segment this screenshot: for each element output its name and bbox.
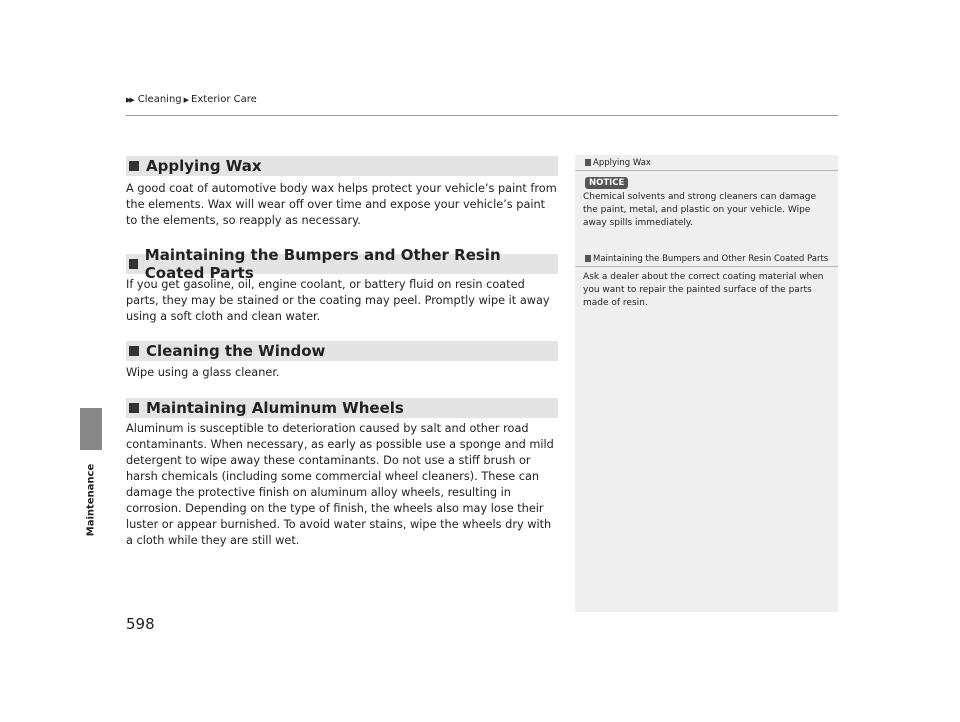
reference-marker-icon [585,255,591,262]
breadcrumb-item-cleaning[interactable]: Cleaning [137,94,182,105]
note-divider [575,170,838,171]
section-body-applying-wax: A good coat of automotive body wax helps protect your vehicle’s paint from the elements. Wax will wear off over time and expose your vehicle’s paint to the elements, so reapply as necessary. [126,182,557,227]
note-title-bumpers [575,254,838,264]
notice-badge: NOTICE [585,177,628,189]
breadcrumb [126,94,257,105]
breadcrumb-item-exterior-care[interactable]: Exterior Care [191,94,257,105]
page-number: 598 [126,615,155,633]
section-heading-window [126,341,558,361]
note-text-bumpers: Ask a dealer about the correct coating material when you want to repair the painted surface of the parts made of resin. [583,272,824,308]
reference-marker-icon [585,159,591,166]
square-bullet-icon [129,346,139,356]
section-heading-text: Maintaining the Bumpers and Other Resin Coated Parts [144,246,501,282]
side-tab-marker [80,408,102,450]
note-title-applying-wax [575,158,838,168]
note-title-text: Applying Wax [593,158,651,168]
side-tab-label: Maintenance [85,463,97,537]
note-title-text: Maintaining the Bumpers and Other Resin Coated Parts [593,254,829,264]
note-text-applying-wax: Chemical solvents and strong cleaners can damage the paint, metal, and plastic on your vehicle. Wipe away spills immediately. [583,192,817,228]
square-bullet-icon [129,403,139,413]
note-divider [575,266,838,267]
section-body-aluminum-wheels: Aluminum is susceptible to deterioration caused by salt and other road contaminants. When necessary, as early as possible use a sponge and mild detergent to wipe away these contaminants. Do not use a stiff brush or harsh chemicals (including some commercial wheel cleaners). These can damage the protective finish on aluminum alloy wheels, resulting in corrosion. Depending on the type of finish, the wheels also may lose their luster or appear burnished. To avoid water stains, wipe the wheels dry with a cloth while they are still wet. [126,422,554,547]
section-heading-text: Maintaining Aluminum Wheels [146,399,404,417]
section-body-bumpers: If you get gasoline, oil, engine coolant, or battery fluid on resin coated parts, they may be stained or the coating may peel. Promptly wipe it away using a soft cloth and clean water. [126,278,550,323]
section-body-window: Wipe using a glass cleaner. [126,366,280,379]
section-heading-aluminum-wheels [126,398,558,418]
square-bullet-icon [129,259,138,269]
section-heading-bumpers [126,246,558,282]
arrow-right-icon: ▶ [183,95,190,104]
double-arrow-icon: ▶▶ [126,95,133,104]
header-divider [126,115,838,116]
section-heading-text: Cleaning the Window [146,342,326,360]
section-heading-applying-wax [126,156,558,176]
section-heading-text: Applying Wax [146,157,262,175]
square-bullet-icon [129,161,139,171]
